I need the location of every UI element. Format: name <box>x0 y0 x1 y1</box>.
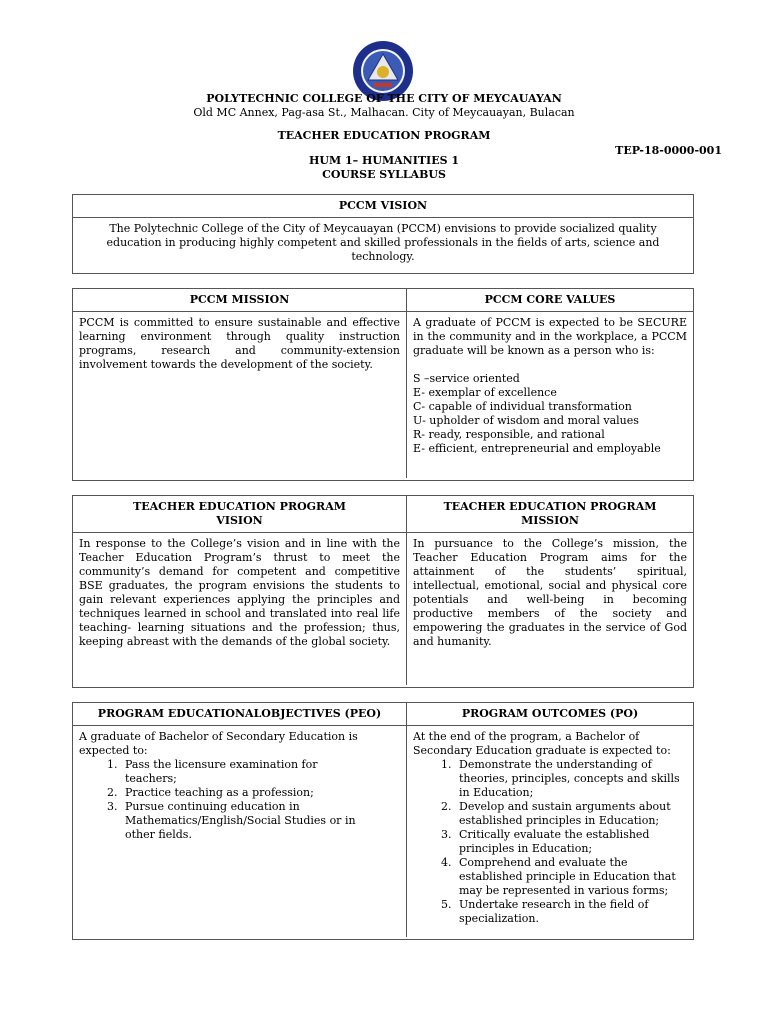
core-value-item: R- ready, responsible, and rational <box>413 428 605 441</box>
po-item: 2. Develop and sustain arguments about established principles in Education; <box>455 800 683 828</box>
core-value-item: U- upholder of wisdom and moral values <box>413 414 639 427</box>
tep-box <box>72 495 694 688</box>
tep-mission-text: In pursuance to the College’s mission, the Teacher Education Program aims for the attainment of the students’ spiritual, intellectual, emotional, social and physical core potentials and well-being in becoming productive members of the society and empowering the graduates in the service of God and humanity. <box>413 537 687 648</box>
core-values-list <box>413 372 687 456</box>
tep-vision-text: In response to the College’s vision and in line with the Teacher Education Program’s thrust to meet the community’s demand for competent and competitive BSE graduates, the program envisions the students to gain relevant experiences applying the principles and techniques learned in school and translated into real life teaching- learning situations and the profession; thus, keeping abreast with the demands of the global society. <box>73 533 407 685</box>
college-name: POLYTECHNIC COLLEGE OF THE CITY OF MEYCAUAYAN <box>206 92 562 105</box>
tep-vision-title-line1: TEACHER EDUCATION PROGRAM <box>133 500 346 513</box>
tep-mission-title-line1: TEACHER EDUCATION PROGRAM <box>443 500 657 513</box>
po-item: 1. Demonstrate the understanding of theories, principles, concepts and skills in Education; <box>455 758 683 800</box>
vision-text: The Polytechnic College of the City of Meycauayan (PCCM) envisions to provide socialized quality education in producing highly competent and skilled professionals in the fields of arts, science and technology. <box>106 222 660 263</box>
college-address: Old MC Annex, Pag-asa St., Malhacan. City of Meycauayan, Bulacan <box>193 106 575 119</box>
core-value-item: S –service oriented <box>413 372 520 385</box>
document-type: COURSE SYLLABUS <box>322 168 446 181</box>
document-code: TEP-18-0000-001 <box>615 144 722 157</box>
po-title: PROGRAM OUTCOMES (PO) <box>461 707 639 720</box>
core-value-item: E- efficient, entrepreneurial and employable <box>413 442 661 455</box>
peo-item: 3. Pursue continuing education in Mathematics/English/Social Studies or in other fields. <box>121 800 366 842</box>
po-list <box>413 758 683 926</box>
peo-item: 2. Practice teaching as a profession; <box>121 786 366 800</box>
peo-list <box>79 758 366 842</box>
tep-vision-title-line2: VISION <box>216 514 263 527</box>
peo-item: 1. Pass the licensure examination for teachers; <box>121 758 366 786</box>
po-item: 5. Undertake research in the field of specialization. <box>455 898 683 926</box>
mission-values-box <box>72 288 694 481</box>
peo-intro: A graduate of Bachelor of Secondary Education is expected to: <box>79 730 358 757</box>
mission-title: PCCM MISSION <box>73 289 407 311</box>
mission-text: PCCM is committed to ensure sustainable and effective learning environment through quality instruction programs, research and community-extension involvement towards the development of the society. <box>73 312 407 478</box>
tep-mission-title-line2: MISSION <box>521 514 579 527</box>
po-intro: At the end of the program, a Bachelor of Secondary Education graduate is expected to: <box>413 730 671 757</box>
peo-title: PROGRAM EDUCATIONALOBJECTIVES (PEO) <box>73 703 407 725</box>
core-value-item: C- capable of individual transformation <box>413 400 632 413</box>
vision-box <box>72 194 694 274</box>
core-value-item: E- exemplar of excellence <box>413 386 557 399</box>
vision-title: PCCM VISION <box>338 199 428 212</box>
program-title: TEACHER EDUCATION PROGRAM <box>277 129 491 142</box>
core-values-intro: A graduate of PCCM is expected to be SECURE in the community and in the workplace, a PCCM graduate will be known as a person who is: <box>413 316 687 357</box>
po-item: 3. Critically evaluate the established principles in Education; <box>455 828 683 856</box>
po-item: 4. Comprehend and evaluate the established principle in Education that may be represented in various forms; <box>455 856 683 898</box>
peo-po-box <box>72 702 694 940</box>
course-title: HUM 1– HUMANITIES 1 <box>308 154 459 167</box>
core-values-title: PCCM CORE VALUES <box>484 293 616 306</box>
